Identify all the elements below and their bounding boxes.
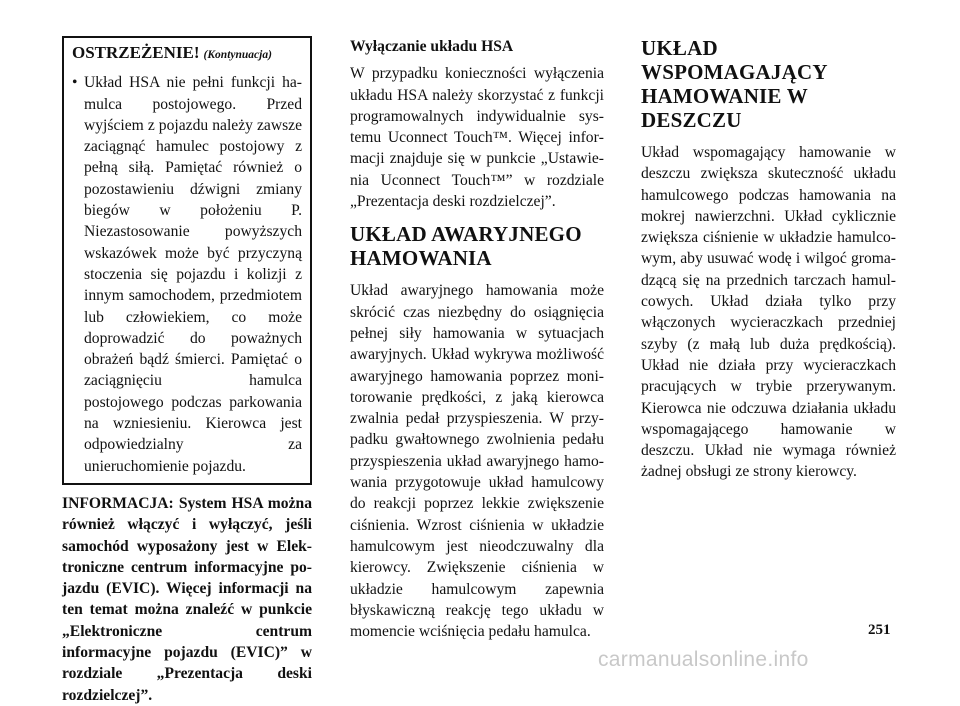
left-column (62, 36, 312, 706)
info-note: INFORMACJA: System HSA można również włączyć i wyłączyć, jeśli samochód wyposażony jest w Elektroniczne centrum informacyjne pojazdu (EVIC). Więcej informacji na ten temat można znaleźć w punkcie „Elektroniczne centrum informacyjne pojazdu (EVIC)” w rozdziale „Prezentacja deski rozdzielczej”. (62, 494, 312, 704)
rain-brake-text: Układ wspomagający hamowanie w deszczu zwiększa skuteczność układu hamulcowego podczas hamowania na mokrej nawierzchni. Układ cyklicznie zwiększa ciśnienie w układzie hamulcowym, aby usuwać wodę i wilgoć gromadzącą się na przednich tarczach hamulcowych. Układ działa tylko przy włączonych wycieraczkach przedniej szyby (z małą lub duża prędkością). Układ nie działa przy wycieraczkach pracujących w trybie przerywanym. Kierowca nie odczuwa działania układu wspomagającego hamowanie w deszczu. Układ nie wymaga również żadnej obsługi ze strony kierowcy. (641, 144, 896, 481)
middle-column (350, 36, 604, 642)
watermark: carmanualsonline.info (598, 648, 809, 671)
warning-text: Układ HSA nie pełni funkcji hamulca postojowego. Przed wyjściem z pojazdu należy zawsze zaciągnąć hamulec postojowy z pełną siłą. Pamiętać również o pozostawieniu dźwigni zmiany biegów w położeniu P. Niezastosowanie powyższych wskazówek może być przyczyną stoczenia się pojazdu i kolizji z innym samochodem, przedmiotem lub człowiekiem, co może doprowadzić do poważnych obrażeń bądź śmierci. Pamiętać o zaciągnięciu hamulca postojowego podczas parkowania na wzniesieniu. Kierowca jest odpowiedzialny za unieruchomienie pojazdu. (84, 74, 302, 475)
emergency-brake-text: Układ awaryjnego hamowania może skrócić czas niezbędny do osiągnięcia pełnej siły hamowania w sytuacjach awaryjnych. Układ wykrywa możliwość awaryjnego hamowania poprzez monitorowanie prędkości, z jaką kierowca zwalnia pedał przyspieszenia. W przypadku gwałtownego zwolnienia pedału przyspieszenia układ awaryjnego hamowania przygotowuje układ hamulcowy do reakcji poprzez lekkie zwiększenie ciśnienia. Wzrost ciśnienia w układzie hamulcowym jest nieodczuwalny dla kierowcy. Zwiększenie ciśnienia w układzie hamulcowym zapewnia błyskawiczną reakcję tego układu w momencie wciśnięcia pedału hamulca. (350, 282, 604, 641)
bullet-icon: • (72, 74, 78, 92)
hsa-off-heading: Wyłączanie układu HSA (350, 38, 514, 55)
rain-brake-heading: UKŁAD WSPOMAGAJĄCY HAMOWANIE W DESZCZU (641, 36, 827, 132)
hsa-off-text: W przypadku konieczności wyłączenia układu HSA należy skorzystać z funkcji programowalnych indywidualnie systemu Uconnect Touch™. Więcej informacji znajduje się w punkcie „Ustawienia Uconnect Touch™” w rozdziale „Prezentacja deski rozdzielczej”. (350, 65, 604, 211)
page-number: 251 (868, 622, 891, 638)
warning-box (62, 36, 312, 485)
emergency-brake-heading: UKŁAD AWARYJNEGO HAMOWANIA (350, 222, 582, 271)
warning-title: OSTRZEŻENIE! (72, 43, 200, 62)
right-column (641, 36, 896, 483)
warning-header (72, 42, 302, 66)
warning-subtitle: (Kontynuacja) (203, 49, 272, 61)
warning-bullet-item (72, 72, 302, 477)
